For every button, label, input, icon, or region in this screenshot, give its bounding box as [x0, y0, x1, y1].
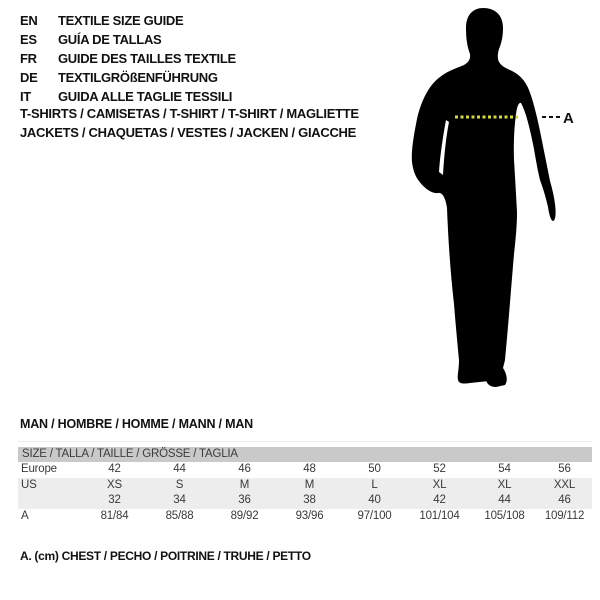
cell: 42 [108, 463, 121, 475]
divider-line [18, 441, 592, 442]
row-label: A [21, 509, 29, 522]
table-row-alt-size [18, 493, 592, 509]
language-row [20, 49, 236, 68]
row-label: US [21, 478, 37, 491]
cell: 109/112 [544, 509, 585, 522]
cell: 85/88 [165, 509, 194, 522]
table-row-europe [18, 462, 592, 478]
man-silhouette-figure [402, 4, 580, 400]
language-title: GUIDA ALLE TAGLIE TESSILI [58, 89, 233, 104]
language-row [20, 11, 236, 30]
cell: 38 [303, 494, 316, 506]
cell: M [239, 478, 250, 491]
cell: 42 [433, 494, 446, 506]
cell: M [304, 478, 315, 491]
language-code: IT [20, 89, 31, 104]
cell: 46 [238, 463, 251, 475]
cell: 50 [368, 463, 381, 475]
measure-label-a: A [563, 110, 574, 127]
measure-legend: A. (cm) CHEST / PECHO / POITRINE / TRUHE / PETTO [20, 549, 311, 563]
language-title: GUIDE DES TAILLES TEXTILE [58, 51, 236, 66]
cell: 52 [433, 463, 446, 475]
section-title-man: MAN / HOMBRE / HOMME / MANN / MAN [20, 417, 253, 431]
cell: 54 [498, 463, 511, 475]
table-row-us [18, 478, 592, 494]
cell: XL [497, 478, 512, 491]
cell: S [175, 478, 184, 491]
language-title: GUÍA DE TALLAS [58, 32, 162, 47]
size-table-header: SIZE / TALLA / TAILLE / GRÖSSE / TAGLIA [18, 447, 592, 462]
cell: XS [107, 478, 122, 491]
language-row [20, 30, 236, 49]
cell: 81/84 [100, 509, 129, 522]
garment-categories [20, 104, 359, 142]
cell: 105/108 [484, 509, 525, 522]
cell: 44 [498, 494, 511, 506]
language-row [20, 68, 236, 87]
cell: 93/96 [295, 509, 324, 522]
language-code: FR [20, 51, 37, 66]
language-code: ES [20, 32, 37, 47]
language-code: EN [20, 13, 38, 28]
language-title: TEXTILE SIZE GUIDE [58, 13, 184, 28]
category-tshirts: T-SHIRTS / CAMISETAS / T-SHIRT / T-SHIRT / MAGLIETTE [20, 106, 359, 121]
cell: 97/100 [357, 509, 392, 522]
size-table [18, 447, 592, 524]
cell: XXL [553, 478, 576, 491]
cell: 46 [558, 494, 571, 506]
cell: 89/92 [230, 509, 259, 522]
man-silhouette-shape [412, 8, 556, 387]
category-jackets: JACKETS / CHAQUETAS / VESTES / JACKEN / GIACCHE [20, 125, 356, 140]
cell: 56 [558, 463, 571, 475]
cell: XL [432, 478, 447, 491]
table-row-chest-a [18, 509, 592, 525]
language-code: DE [20, 70, 38, 85]
row-label [18, 493, 82, 509]
cell: 44 [173, 463, 186, 475]
cell: 40 [368, 494, 381, 506]
cell: 32 [108, 494, 121, 506]
cell: L [371, 478, 378, 491]
cell: 34 [173, 494, 186, 506]
man-silhouette-svg [402, 4, 580, 400]
cell: 101/104 [419, 509, 460, 522]
cell: 36 [238, 494, 251, 506]
language-title: TEXTILGRÖßENFÜHRUNG [58, 70, 218, 85]
row-label: Europe [21, 463, 57, 475]
language-list [20, 11, 236, 106]
cell: 48 [303, 463, 316, 475]
